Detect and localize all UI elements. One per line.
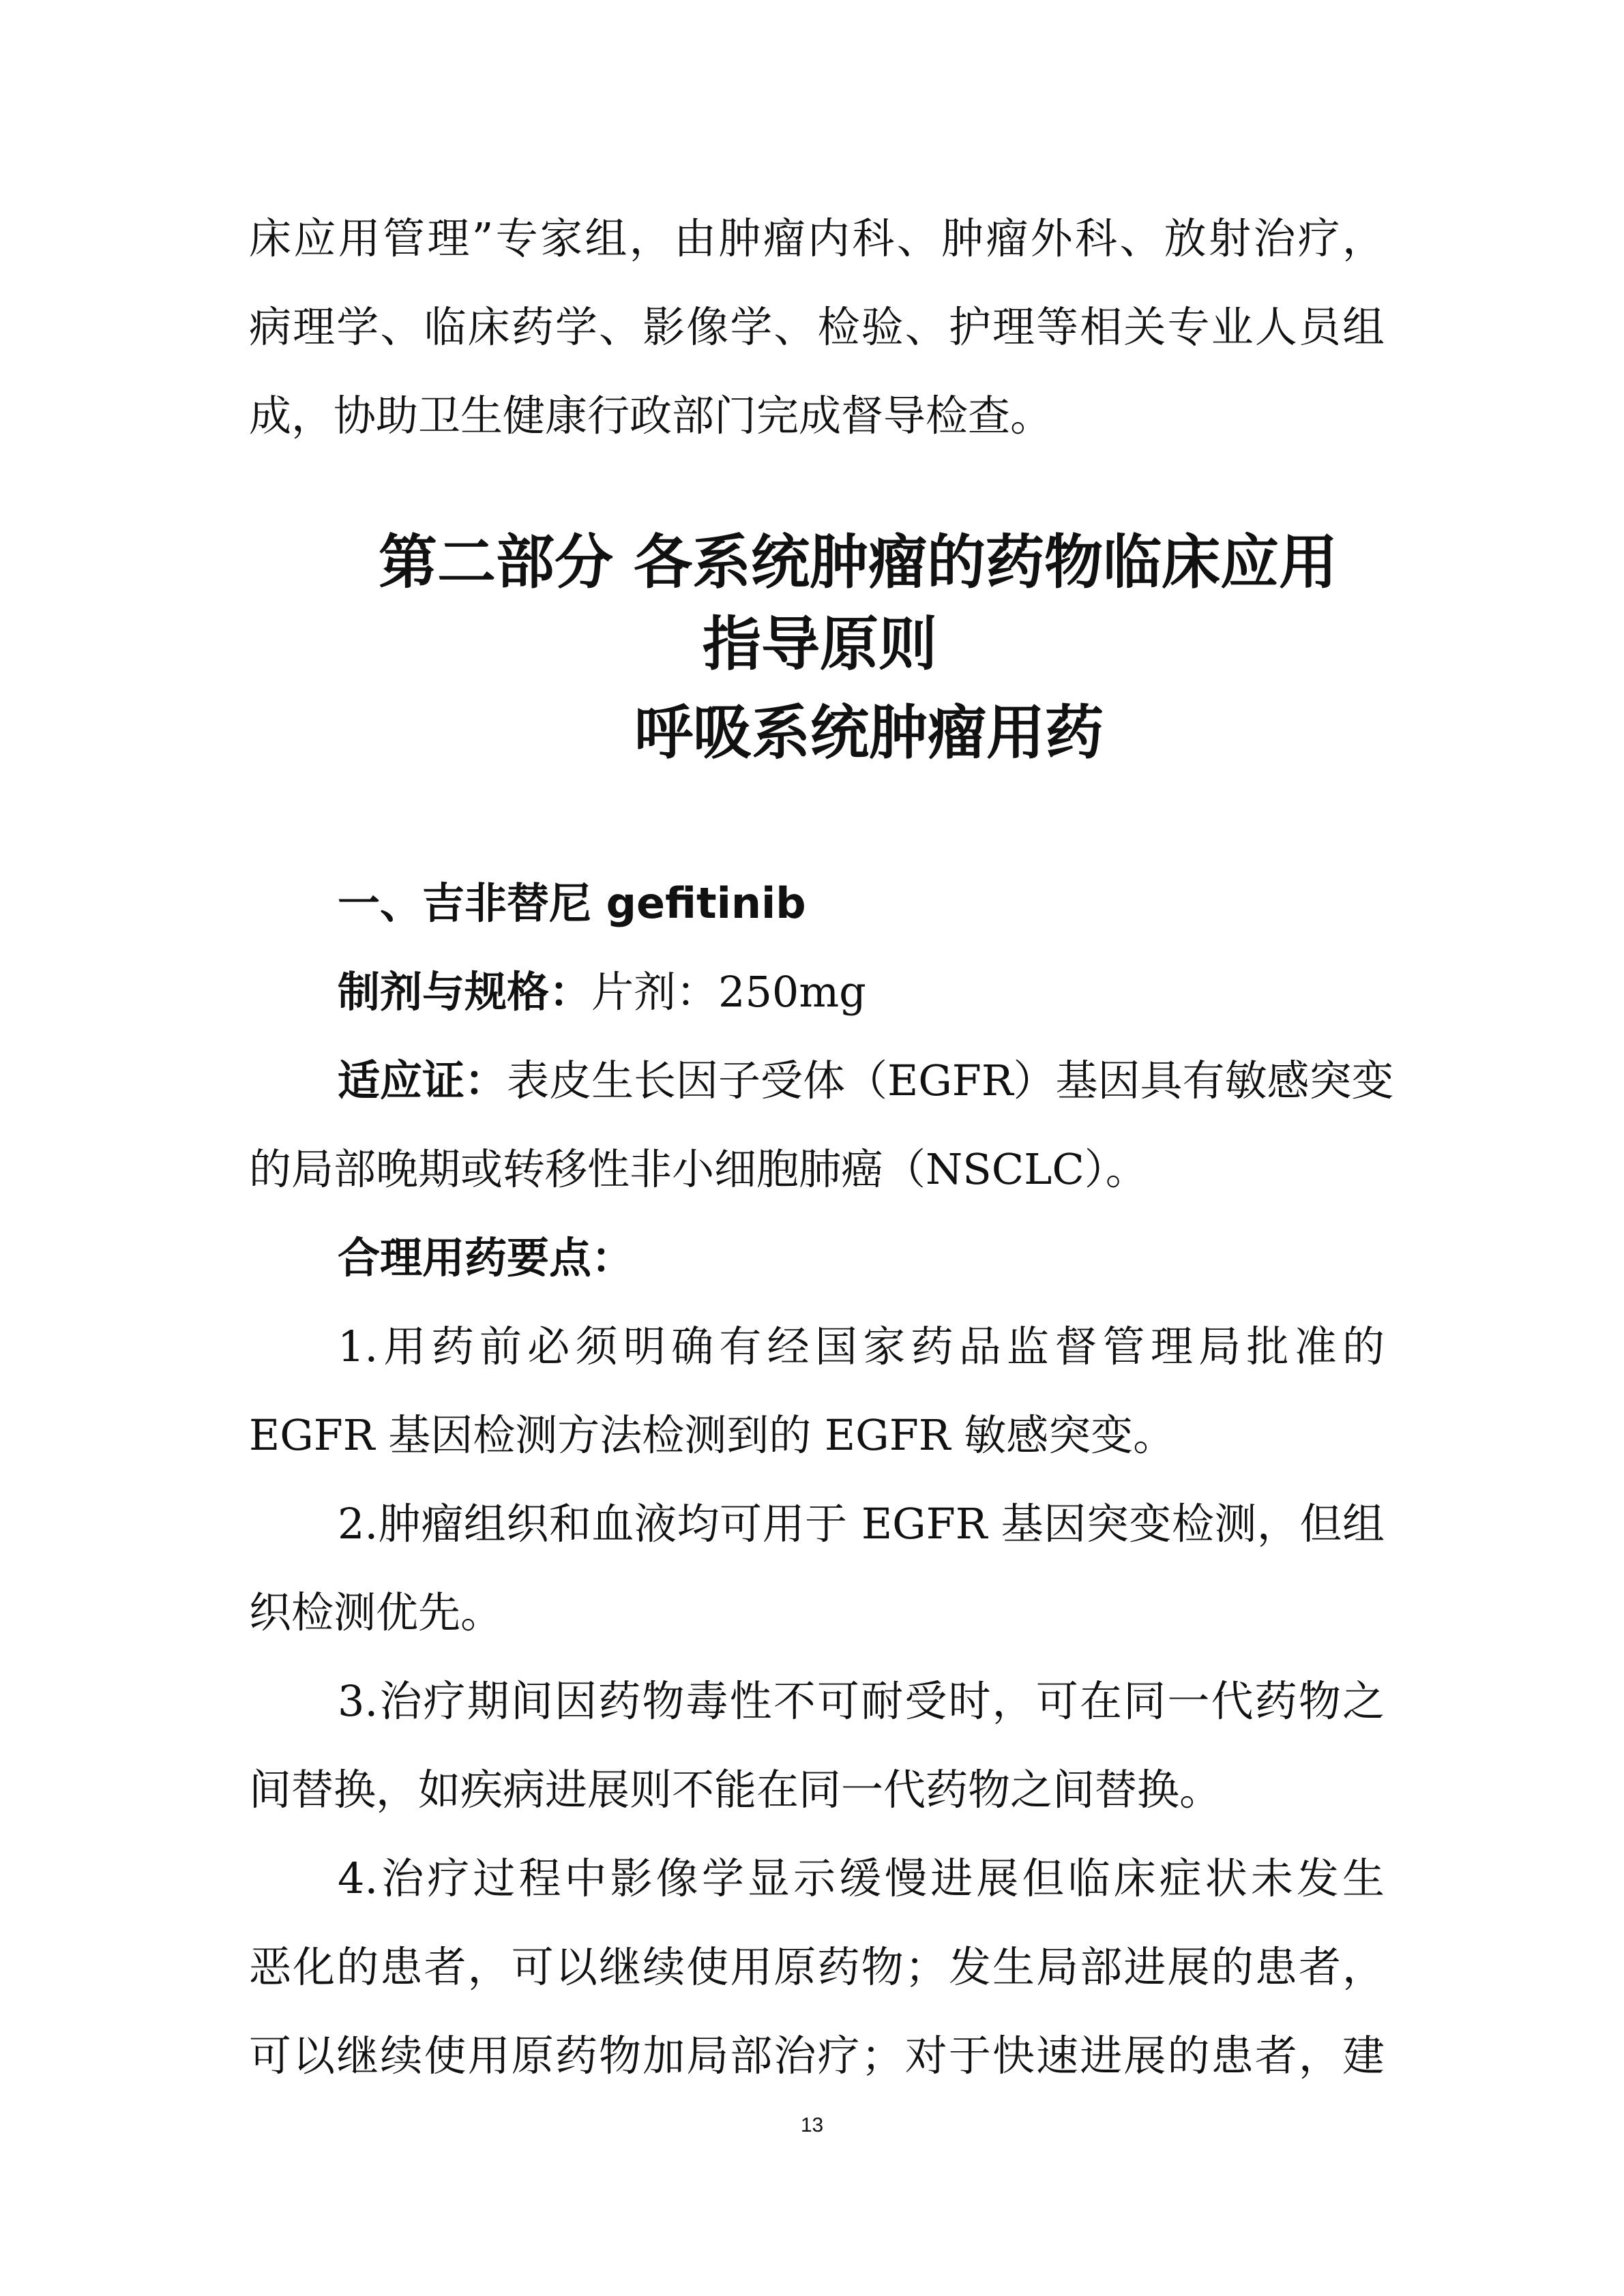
- point-3-line-2: 间替换，如疾病进展则不能在同一代药物之间替换。: [249, 1765, 1222, 1815]
- point-4-line-2: 恶化的患者，可以继续使用原药物；发生局部进展的患者，: [249, 1942, 1385, 1992]
- point-1-line-1: 1.用药前必须明确有经国家药品监督管理局批准的: [338, 1322, 1385, 1371]
- drug-heading: 一、吉非替尼 gefitinib: [338, 878, 806, 928]
- formulation-label: 制剂与规格：: [338, 967, 592, 1017]
- point-2-line-1: 2.肿瘤组织和血液均可用于 EGFR 基因突变检测，但组: [338, 1499, 1385, 1549]
- indication-line-2: 的局部晚期或转移性非小细胞肺癌（NSCLC）。: [249, 1144, 1148, 1194]
- point-1-line-2: EGFR 基因检测方法检测到的 EGFR 敏感突变。: [249, 1410, 1176, 1460]
- continuation-line-2: 病理学、临床药学、影像学、检验、护理等相关专业人员组: [249, 302, 1385, 352]
- page-number: 13: [800, 2114, 824, 2136]
- point-4-line-3: 可以继续使用原药物加局部治疗；对于快速进展的患者，建: [249, 2031, 1385, 2081]
- indication-line-1: 表皮生长因子受体（EGFR）基因具有敏感突变: [507, 1056, 1394, 1105]
- indication-row: [338, 1054, 1394, 1108]
- indication-label: 适应证：: [338, 1056, 507, 1105]
- continuation-line-3: 成，协助卫生健康行政部门完成督导检查。: [249, 391, 1053, 441]
- point-3-line-1: 3.治疗期间因药物毒性不可耐受时，可在同一代药物之: [338, 1676, 1385, 1726]
- section-title: 呼吸系统肿瘤用药: [634, 699, 1104, 767]
- point-2-line-2: 织检测优先。: [249, 1587, 503, 1637]
- formulation-row: [338, 965, 866, 1019]
- part-title-line-2: 指导原则: [703, 610, 937, 679]
- continuation-line-1: 床应用管理”专家组，由肿瘤内科、肿瘤外科、放射治疗，: [249, 213, 1385, 263]
- formulation-value: 片剂：250mg: [591, 967, 866, 1017]
- points-label: 合理用药要点：: [338, 1233, 634, 1283]
- point-4-line-1: 4.治疗过程中影像学显示缓慢进展但临床症状未发生: [338, 1853, 1385, 1903]
- part-title-line-1: 第二部分 各系统肿瘤的药物临床应用: [379, 528, 1338, 597]
